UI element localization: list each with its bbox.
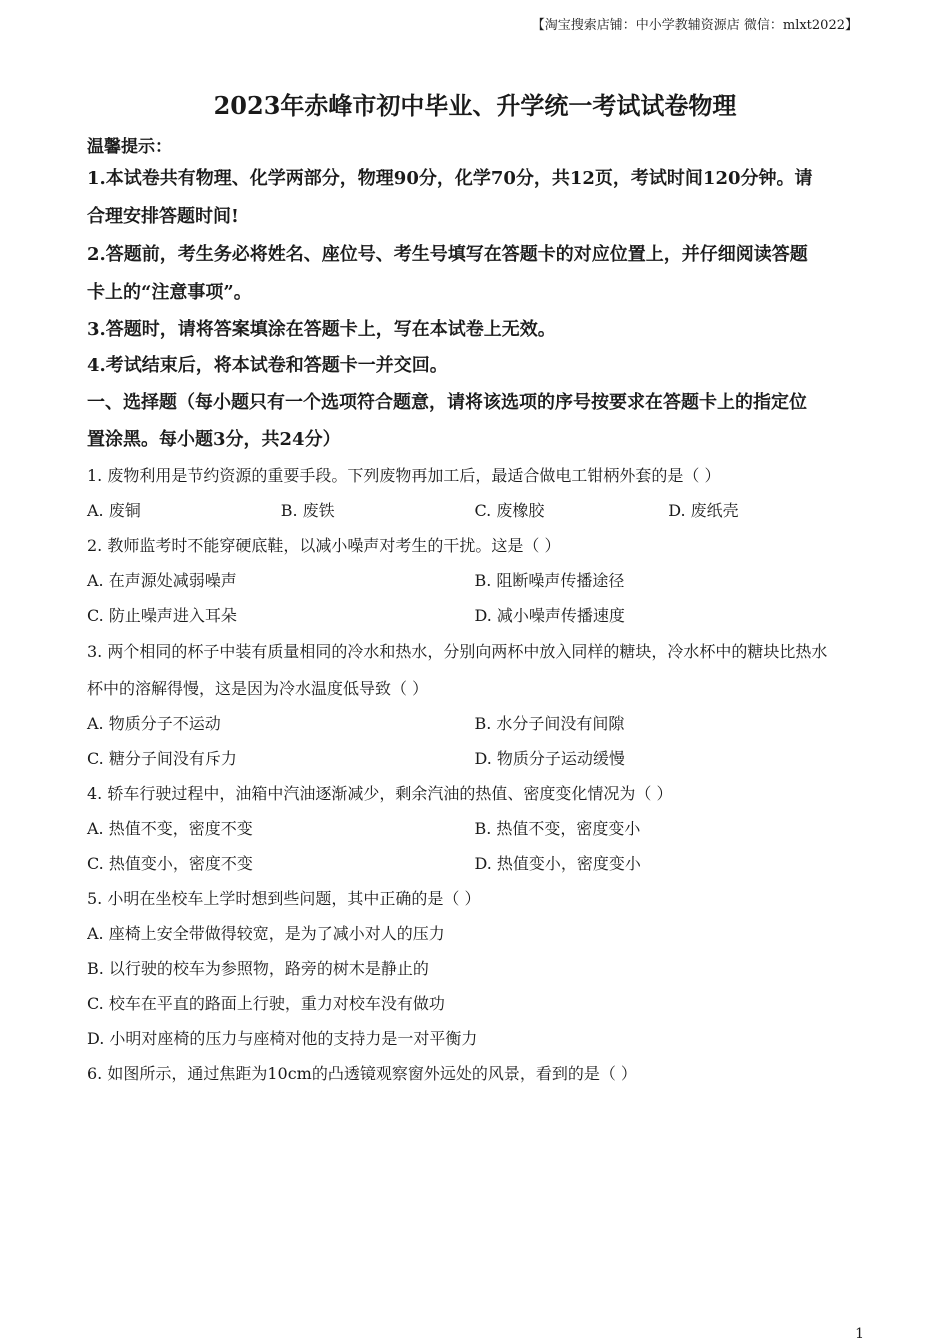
question-options <box>87 598 862 633</box>
question-stem: 2. 教师监考时不能穿硬底鞋，以减小噪声对考生的干扰。这是（ ） <box>87 536 561 555</box>
question-options <box>87 741 862 776</box>
page-number: 1 <box>855 1326 864 1342</box>
option-a: A. 废铜 <box>87 501 141 520</box>
page-title: 2023年赤峰市初中毕业、升学统一考试试卷物理 <box>213 91 737 120</box>
question-options <box>87 846 862 881</box>
question-stem: 1. 废物利用是节约资源的重要手段。下列废物再加工后，最适合做电工钳柄外套的是（ ） <box>87 466 721 485</box>
option-b: B. 水分子间没有间隙 <box>474 714 625 733</box>
option-d: D. 减小噪声传播速度 <box>474 606 625 625</box>
option-a: A. 热值不变，密度不变 <box>87 819 253 838</box>
notice-label: 温馨提示： <box>87 137 172 157</box>
option-d: D. 小明对座椅的压力与座椅对他的支持力是一对平衡力 <box>87 1029 478 1048</box>
option-a: A. 座椅上安全带做得较宽，是为了减小对人的压力 <box>87 924 445 943</box>
question-stem: 5. 小明在坐校车上学时想到些问题，其中正确的是（ ） <box>87 889 481 908</box>
option-b: B. 阻断噪声传播途径 <box>474 571 625 590</box>
section-heading-cont: 置涂黑。每小题3分，共24分） <box>87 429 341 450</box>
option-c: C. 废橡胶 <box>474 501 545 520</box>
question-options <box>87 706 862 741</box>
question-stem: 4. 轿车行驶过程中，油箱中汽油逐渐减少，剩余汽油的热值、密度变化情况为（ ） <box>87 784 673 803</box>
option-c: C. 热值变小，密度不变 <box>87 854 253 873</box>
option-a: A. 在声源处减弱噪声 <box>87 571 237 590</box>
question-options <box>87 563 862 598</box>
question-stem: 3. 两个相同的杯子中装有质量相同的冷水和热水，分别向两杯中放入同样的糖块，冷水杯中的糖块比热水 <box>87 642 828 661</box>
option-b: B. 以行驶的校车为参照物，路旁的树木是静止的 <box>87 959 429 978</box>
option-c: C. 防止噪声进入耳朵 <box>87 606 237 625</box>
exam-content <box>87 134 862 1091</box>
option-c: C. 校车在平直的路面上行驶，重力对校车没有做功 <box>87 994 445 1013</box>
notice-line: 3.答题时，请将答案填涂在答题卡上，写在本试卷上无效。 <box>87 319 556 340</box>
option-d: D. 废纸壳 <box>668 501 739 520</box>
option-d: D. 物质分子运动缓慢 <box>474 749 625 768</box>
question-stem: 6. 如图所示，通过焦距为10cm的凸透镜观察窗外远处的风景，看到的是（ ） <box>87 1064 637 1083</box>
notice-line: 2.答题前，考生务必将姓名、座位号、考生号填写在答题卡的对应位置上，并仔细阅读答题 <box>87 244 808 265</box>
option-d: D. 热值变小，密度变小 <box>474 854 641 873</box>
question-stem-cont: 杯中的溶解得慢，这是因为冷水温度低导致（ ） <box>87 679 429 698</box>
question-options <box>87 493 862 528</box>
option-b: B. 废铁 <box>280 501 335 520</box>
option-a: A. 物质分子不运动 <box>87 714 221 733</box>
notice-line: 卡上的“注意事项”。 <box>87 282 252 303</box>
section-heading: 一、选择题（每小题只有一个选项符合题意，请将该选项的序号按要求在答题卡上的指定位 <box>87 392 807 413</box>
question-options <box>87 811 862 846</box>
notice-line: 1.本试卷共有物理、化学两部分，物理90分，化学70分，共12页，考试时间120分钟。请 <box>87 168 813 189</box>
option-b: B. 热值不变，密度变小 <box>474 819 641 838</box>
notice-line: 4.考试结束后，将本试卷和答题卡一并交回。 <box>87 355 448 376</box>
option-c: C. 糖分子间没有斥力 <box>87 749 237 768</box>
notice-line: 合理安排答题时间! <box>87 206 239 227</box>
header-note: 【淘宝搜索店铺：中小学教辅资源店 微信：mlxt2022】 <box>531 18 858 33</box>
